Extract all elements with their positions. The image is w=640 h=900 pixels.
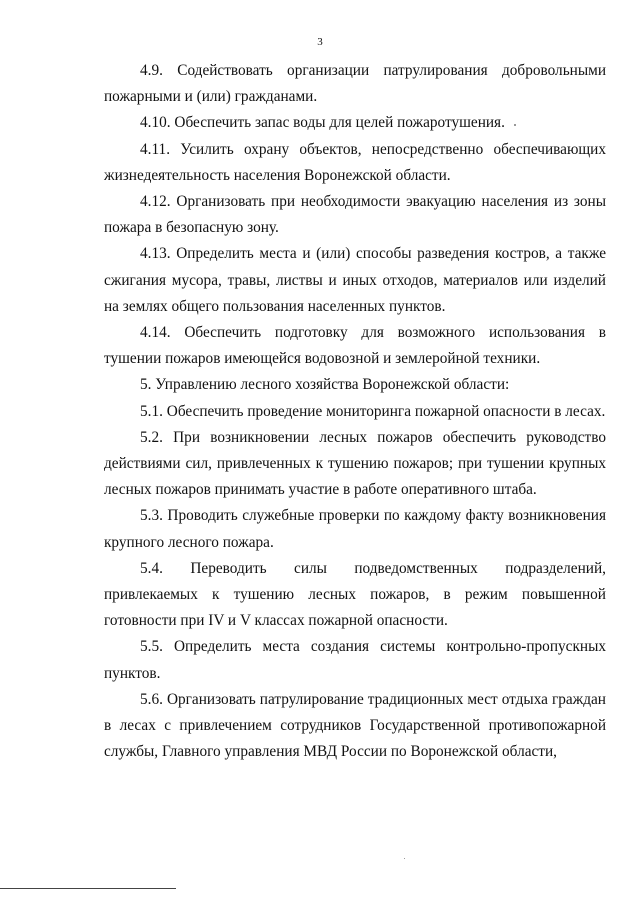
paragraph-4-10: 4.10. Обеспечить запас воды для целей пожаротушения.	[140, 114, 505, 132]
document-body	[104, 58, 606, 765]
paragraph-5-2: 5.2. При возникновении лесных пожаров обеспечить руководство действиями сил, привлеченных к тушению пожаров; при тушении крупных лесных пожаров принимать участие в работе оперативного штаба.	[104, 428, 606, 499]
paragraph-4-12: 4.12. Организовать при необходимости эвакуацию населения из зоны пожара в безопасную зону.	[104, 193, 606, 237]
paragraph-4-14: 4.14. Обеспечить подготовку для возможного использования в тушении пожаров имеющейся водовозной и землеройной техники.	[104, 324, 606, 368]
scan-speck	[404, 858, 405, 859]
paragraph-4-13: 4.13. Определить места и (или) способы разведения костров, а также сжигания мусора, травы, листвы и иных отходов, материалов или изделий на землях общего пользования населенных пунктов.	[104, 245, 606, 315]
scan-speck	[514, 124, 516, 126]
paragraph-5-5: 5.5. Определить места создания системы контрольно-пропускных пунктов.	[104, 638, 606, 682]
paragraph-5-3: 5.3. Проводить служебные проверки по каждому факту возникновения крупного лесного пожара.	[104, 507, 606, 551]
page-number: 3	[317, 36, 323, 48]
paragraph-4-9: 4.9. Содействовать организации патрулирования добровольными пожарными и (или) гражданами.	[104, 62, 606, 106]
paragraph-5: 5. Управлению лесного хозяйства Воронежской области:	[140, 376, 510, 394]
scan-edge-line	[0, 888, 176, 889]
paragraph-5-1: 5.1. Обеспечить проведение мониторинга пожарной опасности в лесах.	[140, 402, 606, 420]
paragraph-5-6: 5.6. Организовать патрулирование традиционных мест отдыха граждан в лесах с привлечением сотрудников Государственной противопожарной службы, Главного управления МВД России по Воронежской области,	[104, 690, 606, 761]
paragraph-4-11: 4.11. Усилить охрану объектов, непосредственно обеспечивающих жизнедеятельность населения Воронежской области.	[104, 140, 606, 184]
paragraph-5-4: 5.4. Переводить силы подведомственных подразделений, привлекаемых к тушению лесных пожаров, в режим повышенной готовности при IV и V классах пожарной опасности.	[104, 559, 606, 630]
